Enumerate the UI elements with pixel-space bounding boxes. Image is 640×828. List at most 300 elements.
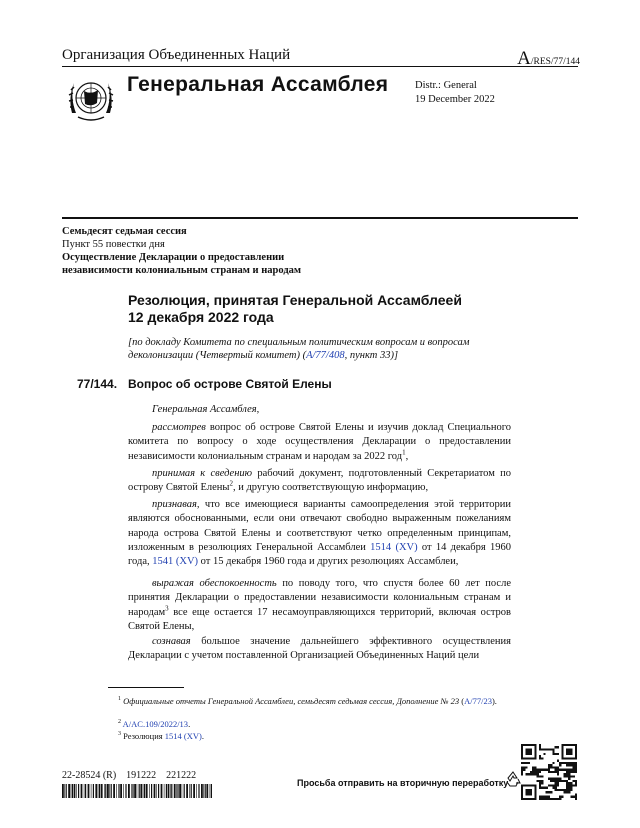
barcode-bar	[206, 784, 208, 798]
qr-module	[575, 782, 577, 784]
qr-module	[570, 771, 572, 773]
qr-module	[575, 769, 577, 771]
symbol-letter: A	[517, 48, 531, 69]
paragraph-3	[128, 498, 511, 569]
footnote-2-end: .	[188, 719, 191, 729]
qr-module	[557, 746, 559, 748]
qr-module	[575, 796, 577, 798]
qr-module	[552, 753, 554, 755]
qr-module	[543, 798, 545, 800]
qr-module	[523, 766, 525, 768]
qr-module	[575, 764, 577, 766]
qr-module	[532, 773, 534, 775]
qr-module	[555, 782, 557, 784]
barcode-bar	[68, 784, 70, 798]
qr-module	[548, 769, 550, 771]
qr-module	[541, 769, 543, 771]
qr-module	[561, 769, 563, 771]
qr-module	[534, 766, 536, 768]
qr-module	[566, 787, 568, 789]
footnote-1-link[interactable]: A/77/23	[464, 696, 492, 706]
qr-module	[539, 746, 541, 748]
barcode-bar	[176, 784, 177, 798]
barcode-bar	[91, 784, 92, 798]
qr-module	[559, 780, 561, 782]
qr-code-icon	[521, 744, 577, 800]
qr-module	[521, 762, 523, 764]
basis-text: [по докладу Комитета по специальным политическим вопросам и вопросам деколонизации (Четвертый комитет) (	[128, 337, 470, 361]
qr-module	[555, 787, 557, 789]
qr-module	[568, 773, 570, 775]
qr-module	[564, 780, 566, 782]
qr-module	[568, 782, 570, 784]
qr-module	[570, 762, 572, 764]
qr-module	[541, 796, 543, 798]
qr-module	[568, 789, 570, 791]
qr-module	[550, 764, 552, 766]
qr-module	[557, 778, 559, 780]
qr-module	[546, 748, 548, 750]
qr-module	[550, 778, 552, 780]
qr-module	[521, 773, 523, 775]
p4-footnote-ref[interactable]: 3	[165, 604, 169, 613]
qr-module	[575, 798, 577, 800]
qr-module	[557, 798, 559, 800]
barcode-bar	[105, 784, 106, 798]
qr-module	[532, 766, 534, 768]
qr-module	[548, 791, 550, 793]
footnote-2-link[interactable]: A/AC.109/2022/13	[122, 719, 189, 729]
agenda-item: Пункт 55 повестки дня	[62, 239, 165, 250]
footnote-1-close: ).	[491, 696, 497, 706]
barcode-bar	[168, 784, 170, 798]
qr-module	[521, 771, 523, 773]
barcode-bar	[95, 784, 97, 798]
paragraph-5	[128, 635, 511, 664]
p2-footnote-ref[interactable]: 2	[229, 479, 233, 488]
qr-module	[575, 793, 577, 795]
qr-module	[566, 782, 568, 784]
barcode-bar	[191, 784, 192, 798]
barcode-bar	[62, 784, 64, 798]
qr-module	[568, 778, 570, 780]
qr-module	[566, 764, 568, 766]
qr-module	[552, 748, 554, 750]
qr-module	[570, 784, 572, 786]
qr-module	[543, 787, 545, 789]
qr-module	[550, 780, 552, 782]
qr-module	[564, 769, 566, 771]
barcode-bar	[134, 784, 136, 798]
qr-module	[548, 771, 550, 773]
barcode-bar	[88, 784, 90, 798]
qr-module	[555, 771, 557, 773]
qr-module	[557, 766, 559, 768]
qr-module	[570, 764, 572, 766]
qr-module	[532, 769, 534, 771]
barcode-bar	[171, 784, 172, 798]
barcode-bar	[137, 784, 138, 798]
p4-verb: выражая обеспокоенность	[152, 578, 277, 589]
qr-module	[568, 771, 570, 773]
qr-module	[568, 769, 570, 771]
recycle-icon	[505, 770, 521, 788]
qr-module	[559, 789, 561, 791]
barcode-bar	[107, 784, 109, 798]
qr-module	[555, 769, 557, 771]
barcode-bar	[184, 784, 185, 798]
barcode-bar	[64, 784, 65, 798]
barcode-bar	[156, 784, 157, 798]
qr-module	[541, 780, 543, 782]
section-rule	[62, 217, 578, 219]
qr-module	[555, 766, 557, 768]
qr-module	[548, 778, 550, 780]
qr-module	[573, 769, 575, 771]
qr-module	[557, 771, 559, 773]
barcode-bar	[120, 784, 122, 798]
qr-module	[575, 762, 577, 764]
barcode-bar	[74, 784, 76, 798]
qr-module	[552, 762, 554, 764]
qr-module	[550, 784, 552, 786]
barcode-bar	[146, 784, 148, 798]
qr-module	[546, 787, 548, 789]
barcode-bar	[118, 784, 119, 798]
barcode-bar	[132, 784, 133, 798]
organization-name: Организация Объединенных Наций	[62, 47, 291, 63]
barcode-bar	[201, 784, 203, 798]
qr-module	[568, 784, 570, 786]
qr-module	[539, 796, 541, 798]
qr-module	[537, 769, 539, 771]
p4-end: все еще остается 17 несамоуправляющихся территорий, включая остров Святой Елены,	[128, 606, 511, 632]
qr-module	[548, 784, 550, 786]
p3-text: что все имеющиеся варианты самоопределения этой территории являются обоснованными, если они отвечают свободно выраженным пожеланиям народа острова Святой Елены и соответствуют четко определенным принципам, изложенным в резолюциях Генеральной Ассамблеи	[128, 499, 511, 553]
qr-module	[541, 787, 543, 789]
distribution-block	[415, 79, 495, 107]
resolution-number: 77/144.	[77, 377, 118, 391]
qr-module	[552, 778, 554, 780]
qr-module	[561, 789, 563, 791]
footnote-3-link[interactable]: 1514 (XV)	[164, 731, 202, 741]
qr-module	[523, 762, 525, 764]
qr-module	[559, 769, 561, 771]
qr-module	[534, 773, 536, 775]
qr-module	[525, 748, 532, 755]
qr-module	[555, 778, 557, 780]
qr-module	[566, 748, 573, 755]
subject-text: Генеральная Ассамблея,	[152, 404, 260, 415]
qr-module	[532, 771, 534, 773]
qr-module	[523, 769, 525, 771]
qr-module	[541, 748, 543, 750]
qr-module	[521, 766, 523, 768]
resolution-1514-link[interactable]: 1514 (XV)	[370, 541, 418, 553]
qr-module	[555, 789, 557, 791]
qr-module	[525, 789, 532, 796]
barcode-bar	[182, 784, 183, 798]
barcode-bar	[193, 784, 195, 798]
resolution-title	[128, 292, 462, 326]
footnote-3	[118, 730, 508, 742]
qr-module	[539, 787, 541, 789]
distribution: Distr.: General	[415, 80, 477, 91]
qr-module	[564, 762, 566, 764]
barcode-bar	[139, 784, 140, 798]
qr-module	[568, 762, 570, 764]
barcode-bar	[81, 784, 83, 798]
preamble-subject	[128, 403, 511, 417]
qr-module	[573, 764, 575, 766]
footnote-1	[118, 695, 508, 707]
qr-module	[539, 744, 541, 746]
barcode-bar	[123, 784, 124, 798]
barcode-bar	[71, 784, 72, 798]
qr-module	[568, 775, 570, 777]
resolution-topic: Вопрос об острове Святой Елены	[128, 377, 332, 391]
barcode-bar	[111, 784, 112, 798]
p1-verb: рассмотрев	[152, 422, 206, 433]
general-assembly-title: Генеральная Ассамблея	[127, 73, 389, 96]
barcode-bar	[166, 784, 167, 798]
qr-module	[573, 775, 575, 777]
qr-module	[552, 780, 554, 782]
recycle-note: Просьба отправить на вторичную переработку	[297, 778, 509, 788]
qr-module	[566, 791, 568, 793]
qr-module	[552, 787, 554, 789]
un-emblem-icon	[64, 73, 118, 127]
qr-module	[543, 769, 545, 771]
p3-mid: от 14 декабря 1960 года,	[128, 541, 511, 568]
qr-module	[534, 769, 536, 771]
barcode-bar	[98, 784, 99, 798]
barcode-bar	[99, 784, 100, 798]
qr-module	[546, 769, 548, 771]
qr-module	[573, 796, 575, 798]
qr-module	[557, 782, 559, 784]
qr-module	[559, 778, 561, 780]
barcode-bar	[158, 784, 159, 798]
barcode-bar	[203, 784, 204, 798]
barcode-bar	[189, 784, 190, 798]
qr-module	[539, 780, 541, 782]
qr-module	[548, 796, 550, 798]
qr-module	[552, 771, 554, 773]
barcode-bar	[210, 784, 211, 798]
qr-module	[534, 771, 536, 773]
barcode-bar	[164, 784, 165, 798]
p5-verb: сознавая	[152, 636, 191, 647]
qr-module	[550, 791, 552, 793]
footnote-3-end: .	[201, 731, 204, 741]
qr-module	[575, 766, 577, 768]
qr-module	[557, 760, 559, 762]
qr-module	[555, 780, 557, 782]
report-basis	[128, 336, 508, 362]
p2-verb: принимая к сведению	[152, 468, 253, 479]
resolution-title-line1: Резолюция, принятая Генеральной Ассамблеей	[128, 292, 462, 308]
qr-module	[552, 751, 554, 753]
barcode-bar	[104, 784, 105, 798]
qr-module	[557, 773, 559, 775]
qr-module	[550, 748, 552, 750]
qr-module	[539, 755, 541, 757]
header-rule	[62, 66, 578, 67]
barcode-bar	[170, 784, 171, 798]
barcode-bar	[93, 784, 94, 798]
qr-module	[557, 789, 559, 791]
qr-module	[552, 766, 554, 768]
qr-module	[566, 789, 568, 791]
qr-module	[555, 798, 557, 800]
qr-module	[570, 775, 572, 777]
footnote-1-open: (	[459, 696, 465, 706]
paragraph-4	[128, 577, 511, 634]
qr-module	[550, 798, 552, 800]
barcode-icon	[62, 784, 212, 798]
qr-module	[559, 798, 561, 800]
qr-module	[573, 780, 575, 782]
resolution-1541-link[interactable]: 1541 (XV)	[152, 556, 199, 568]
barcode-bar	[177, 784, 178, 798]
barcode-bar	[198, 784, 199, 798]
qr-module	[566, 780, 568, 782]
qr-module	[541, 757, 543, 759]
qr-module	[548, 764, 550, 766]
qr-module	[573, 766, 575, 768]
qr-module	[528, 762, 530, 764]
barcode-bar	[76, 784, 77, 798]
p3-verb: признавая,	[152, 499, 200, 510]
qr-module	[552, 798, 554, 800]
qr-module	[539, 769, 541, 771]
qr-module	[521, 769, 523, 771]
qr-module	[539, 775, 541, 777]
qr-module	[559, 762, 561, 764]
p5-text: большое значение дальнейшего эффективного осуществления Декларации с учетом поставленной Организацией Объединенных Наций цели	[128, 636, 511, 662]
qr-module	[541, 782, 543, 784]
qr-module	[561, 796, 563, 798]
qr-module	[557, 769, 559, 771]
barcode-bar	[131, 784, 132, 798]
qr-module	[543, 796, 545, 798]
qr-module	[528, 773, 530, 775]
qr-module	[550, 771, 552, 773]
barcode-bar	[113, 784, 115, 798]
qr-module	[575, 784, 577, 786]
qr-module	[575, 771, 577, 773]
barcode-bar	[174, 784, 176, 798]
barcode-bar	[154, 784, 156, 798]
p2-end: , и другую соответствующую информацию,	[232, 482, 429, 494]
barcode-bar	[149, 784, 150, 798]
barcode-bar	[128, 784, 130, 798]
p3-end: от 15 декабря 1960 года и других резолюциях Ассамблеи,	[198, 556, 459, 568]
qr-module	[573, 762, 575, 764]
qr-module	[564, 791, 566, 793]
barcode-bar	[144, 784, 145, 798]
qr-module	[539, 771, 541, 773]
qr-module	[548, 798, 550, 800]
qr-module	[537, 773, 539, 775]
barcode-bar	[205, 784, 206, 798]
barcode-bar	[66, 784, 67, 798]
report-link[interactable]: A/77/408	[306, 350, 345, 361]
p1-end: ,	[405, 450, 409, 462]
footnote-1-text: Официальные отчеты Генеральной Ассамблеи, семьдесят седьмая сессия, Дополнение № 23	[123, 696, 460, 706]
qr-module	[530, 773, 532, 775]
qr-module	[570, 789, 572, 791]
qr-module	[525, 762, 527, 764]
barcode-bar	[125, 784, 126, 798]
qr-module	[570, 782, 572, 784]
qr-module	[573, 771, 575, 773]
qr-module	[525, 773, 527, 775]
qr-module	[546, 796, 548, 798]
p4-text: по поводу того, что спустя более 60 лет после принятия Декларации о предоставлении независимости колониальным странам и народам	[128, 578, 511, 618]
qr-module	[566, 773, 568, 775]
qr-module	[530, 771, 532, 773]
p2-text: рабочий документ, подготовленный Секретариатом по острову Святой Елены	[128, 468, 511, 494]
p1-footnote-ref[interactable]: 1	[402, 448, 406, 457]
qr-module	[566, 784, 568, 786]
barcode-bar	[84, 784, 85, 798]
qr-module	[559, 796, 561, 798]
qr-module	[539, 798, 541, 800]
barcode-bar	[116, 784, 117, 798]
qr-module	[541, 775, 543, 777]
qr-module	[541, 798, 543, 800]
qr-module	[548, 748, 550, 750]
qr-module	[573, 784, 575, 786]
barcode-bar	[151, 784, 152, 798]
qr-module	[557, 784, 559, 786]
qr-module	[548, 766, 550, 768]
qr-module	[546, 791, 548, 793]
qr-module	[537, 780, 539, 782]
qr-module	[566, 775, 568, 777]
paragraph-2	[128, 467, 511, 496]
qr-module	[561, 762, 563, 764]
qr-module	[575, 780, 577, 782]
qr-module	[561, 780, 563, 782]
qr-module	[539, 782, 541, 784]
barcode-bar	[85, 784, 86, 798]
qr-module	[568, 787, 570, 789]
qr-module	[557, 780, 559, 782]
qr-module	[566, 771, 568, 773]
qr-module	[566, 762, 568, 764]
qr-module	[570, 796, 572, 798]
session-name: Семьдесят седьмая сессия	[62, 226, 187, 237]
barcode-bar	[78, 784, 79, 798]
barcode-bar	[196, 784, 197, 798]
qr-module	[564, 775, 566, 777]
qr-module	[537, 775, 539, 777]
footnote-separator	[108, 687, 184, 688]
qr-module	[543, 753, 545, 755]
footnote-1-number: 1	[118, 696, 121, 703]
qr-module	[546, 798, 548, 800]
barcode-bar	[179, 784, 181, 798]
agenda-title-line2: независимости колониальным странам и народам	[62, 265, 302, 276]
barcode-bar	[140, 784, 142, 798]
qr-module	[552, 784, 554, 786]
barcode-bar	[211, 784, 212, 798]
agenda-title-line1: Осуществление Декларации о предоставлении	[62, 252, 285, 263]
qr-module	[566, 769, 568, 771]
